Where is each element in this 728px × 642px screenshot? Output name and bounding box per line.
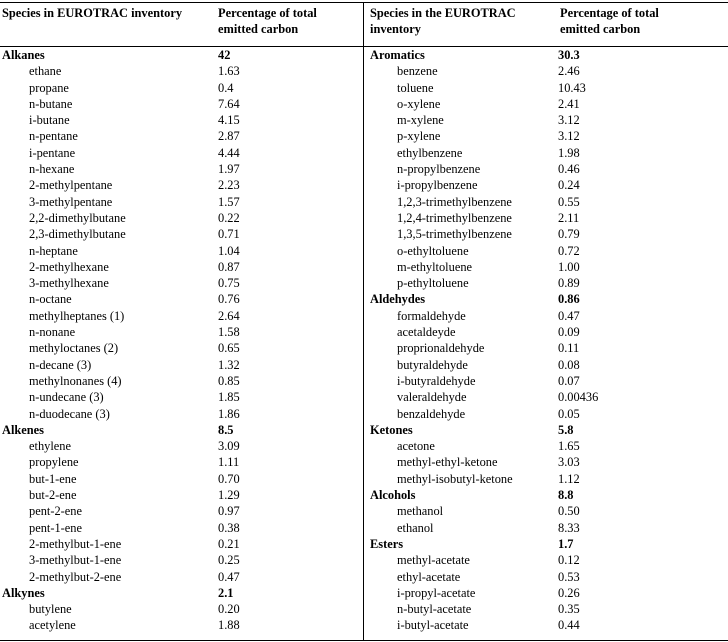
species-name: i-butyraldehyde — [397, 373, 476, 388]
table-row — [2, 406, 240, 422]
table-row — [2, 552, 240, 568]
group-percentage: 0.86 — [558, 292, 580, 307]
header-right-species: Species in the EUROTRAC inventory — [370, 6, 516, 36]
species-name: valeraldehyde — [397, 390, 467, 405]
table-row — [370, 585, 598, 601]
species-percentage: 0.70 — [218, 471, 240, 486]
table-row — [2, 63, 240, 79]
species-percentage: 0.76 — [218, 292, 240, 307]
species-percentage: 1.85 — [218, 390, 240, 405]
group-percentage: 8.8 — [558, 488, 574, 503]
species-percentage: 1.98 — [558, 145, 580, 160]
table-row — [370, 275, 598, 291]
species-percentage: 4.15 — [218, 113, 240, 128]
table-row — [370, 96, 598, 112]
species-percentage: 1.32 — [218, 357, 240, 372]
species-name: but-1-ene — [29, 471, 77, 486]
table-row — [370, 471, 598, 487]
species-name: ethane — [29, 64, 62, 79]
species-percentage: 0.12 — [558, 553, 580, 568]
species-percentage: 2.64 — [218, 308, 240, 323]
species-percentage: 0.38 — [218, 520, 240, 535]
species-name: i-butyl-acetate — [397, 618, 469, 633]
species-name: ethyl-acetate — [397, 569, 461, 584]
table-row — [2, 438, 240, 454]
group-row — [2, 47, 240, 63]
species-name: n-hexane — [29, 162, 75, 177]
species-percentage: 0.79 — [558, 227, 580, 242]
species-name: m-xylene — [397, 113, 444, 128]
species-percentage: 0.97 — [218, 504, 240, 519]
species-name: 2-methylbut-1-ene — [29, 536, 122, 551]
left-species-column — [2, 47, 240, 634]
table-row — [2, 177, 240, 193]
species-percentage: 1.11 — [218, 455, 240, 470]
species-percentage: 4.44 — [218, 145, 240, 160]
species-name: 3-methylbut-1-ene — [29, 553, 122, 568]
species-percentage: 0.4 — [218, 80, 234, 95]
species-percentage: 0.50 — [558, 504, 580, 519]
species-percentage: 2.46 — [558, 64, 580, 79]
species-name: butylene — [29, 602, 72, 617]
species-name: proprionaldehyde — [397, 341, 485, 356]
species-name: 2,2-dimethylbutane — [29, 210, 126, 225]
table-row — [2, 259, 240, 275]
species-name: propylene — [29, 455, 79, 470]
species-name: benzaldehyde — [397, 406, 466, 421]
species-percentage: 3.12 — [558, 113, 580, 128]
species-name: n-butyl-acetate — [397, 602, 472, 617]
table-row — [2, 96, 240, 112]
group-name: Aldehydes — [370, 292, 426, 307]
species-percentage: 0.46 — [558, 162, 580, 177]
table-row — [2, 536, 240, 552]
table-row — [370, 520, 598, 536]
header-left-species: Species in EUROTRAC inventory — [2, 6, 183, 20]
group-row — [2, 585, 240, 601]
species-percentage: 2.11 — [558, 210, 580, 225]
species-name: m-ethyltoluene — [397, 259, 473, 274]
group-percentage: 1.7 — [558, 536, 574, 551]
table-row — [2, 145, 240, 161]
species-name: acetaldeyde — [397, 325, 456, 340]
species-percentage: 0.20 — [218, 602, 240, 617]
table-bottom-rule — [0, 640, 728, 641]
table-row — [2, 487, 240, 503]
table-row — [2, 194, 240, 210]
group-name: Alcohols — [370, 488, 416, 503]
table-row — [2, 389, 240, 405]
table-row — [370, 406, 598, 422]
species-name: 2,3-dimethylbutane — [29, 227, 126, 242]
table-row — [2, 291, 240, 307]
table-row — [2, 128, 240, 144]
species-percentage: 0.08 — [558, 357, 580, 372]
table-row — [2, 210, 240, 226]
species-percentage: 1.58 — [218, 325, 240, 340]
species-name: acetone — [397, 439, 435, 454]
species-name: ethylbenzene — [397, 145, 463, 160]
species-percentage: 0.07 — [558, 373, 580, 388]
species-percentage: 0.87 — [218, 259, 240, 274]
table-row — [2, 226, 240, 242]
species-percentage: 1.63 — [218, 64, 240, 79]
table-row — [2, 569, 240, 585]
species-percentage: 2.23 — [218, 178, 240, 193]
table-row — [370, 161, 598, 177]
species-percentage: 0.24 — [558, 178, 580, 193]
table-row — [370, 194, 598, 210]
table-row — [370, 63, 598, 79]
species-percentage: 0.47 — [558, 308, 580, 323]
group-name: Aromatics — [370, 48, 425, 62]
species-percentage: 0.21 — [218, 536, 240, 551]
group-name: Esters — [370, 536, 404, 551]
column-separator — [363, 3, 364, 640]
species-name: 1,2,3-trimethylbenzene — [397, 194, 512, 209]
species-name: n-decane (3) — [29, 357, 92, 372]
group-percentage: 30.3 — [558, 48, 580, 62]
table-row — [2, 471, 240, 487]
table-row — [2, 357, 240, 373]
table-row — [370, 80, 598, 96]
table-row — [370, 617, 598, 633]
table-row — [2, 340, 240, 356]
table-row — [370, 308, 598, 324]
species-name: but-2-ene — [29, 488, 77, 503]
species-name: 3-methylpentane — [29, 194, 113, 209]
species-name: n-duodecane (3) — [29, 406, 110, 421]
table-row — [2, 617, 240, 633]
group-name: Alkenes — [2, 422, 44, 437]
table-row — [370, 177, 598, 193]
table-row — [2, 503, 240, 519]
species-percentage: 0.85 — [218, 373, 240, 388]
species-name: n-undecane (3) — [29, 390, 104, 405]
species-name: 3-methylhexane — [29, 276, 109, 291]
species-percentage: 1.88 — [218, 618, 240, 633]
species-name: p-ethyltoluene — [397, 276, 469, 291]
group-row — [370, 47, 598, 63]
table-top-rule — [0, 2, 728, 3]
group-row — [370, 487, 598, 503]
table-row — [370, 552, 598, 568]
species-name: i-propyl-acetate — [397, 585, 476, 600]
species-percentage: 1.12 — [558, 471, 580, 486]
table-row — [2, 308, 240, 324]
species-percentage: 8.33 — [558, 520, 580, 535]
table-row — [370, 569, 598, 585]
group-percentage: 2.1 — [218, 585, 234, 600]
species-percentage: 0.26 — [558, 585, 580, 600]
species-name: n-nonane — [29, 325, 76, 340]
table-row — [370, 357, 598, 373]
species-percentage: 3.09 — [218, 439, 240, 454]
table-row — [370, 503, 598, 519]
species-name: n-propylbenzene — [397, 162, 481, 177]
table-row — [370, 373, 598, 389]
species-name: 2-methylbut-2-ene — [29, 569, 122, 584]
species-percentage: 0.25 — [218, 553, 240, 568]
species-name: i-pentane — [29, 145, 76, 160]
species-percentage: 0.22 — [218, 210, 240, 225]
species-name: 2-methylhexane — [29, 259, 109, 274]
species-name: 2-methylpentane — [29, 178, 113, 193]
species-percentage: 0.89 — [558, 276, 580, 291]
table-row — [370, 210, 598, 226]
group-row — [370, 422, 598, 438]
group-row — [370, 536, 598, 552]
group-percentage: 8.5 — [218, 422, 234, 437]
table-row — [370, 454, 598, 470]
species-percentage: 0.00436 — [558, 390, 599, 405]
species-percentage: 1.04 — [218, 243, 240, 258]
species-percentage: 2.87 — [218, 129, 240, 144]
species-percentage: 0.55 — [558, 194, 580, 209]
group-name: Alkanes — [2, 48, 45, 62]
species-percentage: 7.64 — [218, 96, 240, 111]
species-name: 1,2,4-trimethylbenzene — [397, 210, 512, 225]
species-name: methyloctanes (2) — [29, 341, 119, 356]
table-row — [2, 112, 240, 128]
table-row — [370, 324, 598, 340]
species-percentage: 0.09 — [558, 325, 580, 340]
species-name: n-octane — [29, 292, 72, 307]
table-row — [2, 373, 240, 389]
species-name: ethylene — [29, 439, 71, 454]
group-percentage: 5.8 — [558, 422, 574, 437]
species-name: methylnonanes (4) — [29, 373, 122, 388]
species-percentage: 1.97 — [218, 162, 240, 177]
table-row — [370, 340, 598, 356]
group-name: Alkynes — [2, 585, 45, 600]
species-name: propane — [29, 80, 69, 95]
species-percentage: 1.65 — [558, 439, 580, 454]
species-percentage: 0.65 — [218, 341, 240, 356]
species-name: benzene — [397, 64, 438, 79]
species-percentage: 1.57 — [218, 194, 240, 209]
species-percentage: 1.29 — [218, 488, 240, 503]
species-percentage: 0.53 — [558, 569, 580, 584]
species-name: methanol — [397, 504, 444, 519]
species-percentage: 0.05 — [558, 406, 580, 421]
species-name: i-butane — [29, 113, 70, 128]
header-right-percentage: Percentage of total emitted carbon — [560, 6, 659, 36]
table-row — [370, 438, 598, 454]
table-row — [2, 454, 240, 470]
right-species-column — [370, 47, 598, 634]
species-percentage: 0.71 — [218, 227, 240, 242]
table-row — [2, 80, 240, 96]
species-percentage: 1.00 — [558, 259, 580, 274]
species-name: methyl-acetate — [397, 553, 470, 568]
species-percentage: 10.43 — [558, 80, 586, 95]
table-row — [370, 389, 598, 405]
group-percentage: 42 — [218, 48, 231, 62]
table-row — [2, 275, 240, 291]
species-name: o-xylene — [397, 96, 441, 111]
table-row — [370, 259, 598, 275]
table-row — [370, 226, 598, 242]
table-row — [370, 145, 598, 161]
group-row — [370, 291, 598, 307]
table-row — [2, 161, 240, 177]
species-name: acetylene — [29, 618, 76, 633]
species-percentage: 0.72 — [558, 243, 580, 258]
species-name: ethanol — [397, 520, 434, 535]
header-left-percentage: Percentage of total emitted carbon — [218, 6, 317, 36]
species-name: pent-1-ene — [29, 520, 82, 535]
table-row — [370, 243, 598, 259]
species-name: toluene — [397, 80, 434, 95]
species-percentage: 1.86 — [218, 406, 240, 421]
table-row — [370, 601, 598, 617]
species-percentage: 0.75 — [218, 276, 240, 291]
species-percentage: 0.11 — [558, 341, 580, 356]
species-name: 1,3,5-trimethylbenzene — [397, 227, 512, 242]
species-percentage: 0.47 — [218, 569, 240, 584]
species-percentage: 3.03 — [558, 455, 580, 470]
species-name: n-pentane — [29, 129, 78, 144]
group-name: Ketones — [370, 422, 413, 437]
species-name: n-butane — [29, 96, 73, 111]
table-row — [2, 520, 240, 536]
species-name: methyl-isobutyl-ketone — [397, 471, 513, 486]
table-row — [370, 112, 598, 128]
species-name: pent-2-ene — [29, 504, 82, 519]
species-percentage: 0.35 — [558, 602, 580, 617]
species-percentage: 2.41 — [558, 96, 580, 111]
table-row — [370, 128, 598, 144]
species-name: n-heptane — [29, 243, 78, 258]
species-name: o-ethyltoluene — [397, 243, 469, 258]
species-name: i-propylbenzene — [397, 178, 478, 193]
species-name: formaldehyde — [397, 308, 466, 323]
table-row — [2, 601, 240, 617]
table-row — [2, 243, 240, 259]
species-name: p-xylene — [397, 129, 441, 144]
species-name: butyraldehyde — [397, 357, 468, 372]
species-percentage: 0.44 — [558, 618, 580, 633]
species-percentage: 3.12 — [558, 129, 580, 144]
species-name: methylheptanes (1) — [29, 308, 125, 323]
table-row — [2, 324, 240, 340]
group-row — [2, 422, 240, 438]
species-name: methyl-ethyl-ketone — [397, 455, 498, 470]
